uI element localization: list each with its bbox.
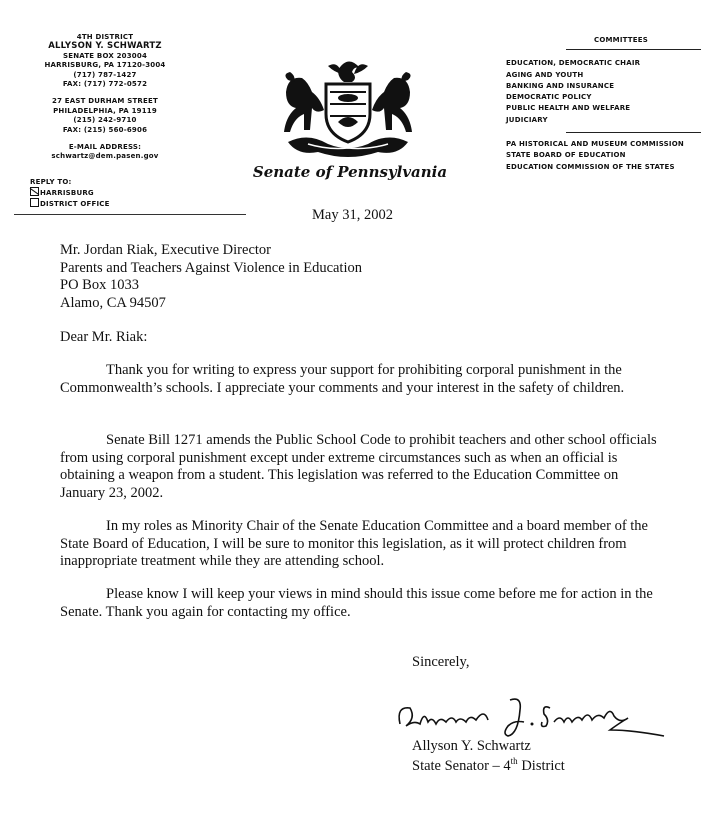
- salutation: Dear Mr. Riak:: [60, 329, 148, 345]
- signer-title: State Senator – 4th District: [412, 756, 565, 774]
- recipient-address: [60, 242, 362, 312]
- body-paragraph: In my roles as Minority Chair of the Senate Education Committee and a board member of the State Board of Education, I will be sure to monitor this legislation, as it will protect children from inappropriate treatment while they are attending school.: [60, 518, 648, 569]
- harrisburg-line: FAX: (717) 772-0572: [62, 80, 148, 89]
- committee-item: EDUCATION, DEMOCRATIC CHAIR: [506, 59, 641, 68]
- committee-item: AGING AND YOUTH: [506, 70, 584, 79]
- signer-name: Allyson Y. Schwartz: [412, 738, 531, 754]
- commission-item: EDUCATION COMMISSION OF THE STATES: [506, 162, 675, 171]
- address-line: PO Box 1033: [60, 277, 139, 293]
- reply-to-label: REPLY TO:: [30, 178, 72, 186]
- reply-to-block: [30, 178, 110, 209]
- committees-title: COMMITTEES: [594, 36, 648, 44]
- senator-contact-block: [10, 33, 200, 162]
- body-paragraph: Please know I will keep your views in mind should this issue come before me for action in the Senate. Thank you again for contacting my office.: [60, 586, 653, 620]
- philadelphia-line: PHILADELPHIA, PA 19119: [53, 106, 157, 115]
- senate-title: Senate of Pennsylvania: [252, 163, 448, 181]
- harrisburg-line: SENATE BOX 203004: [62, 51, 148, 60]
- senator-name: ALLYSON Y. SCHWARTZ: [48, 41, 162, 52]
- address-line: Alamo, CA 94507: [60, 294, 166, 311]
- district-label: 4TH DISTRICT: [76, 33, 134, 41]
- commission-item: PA HISTORICAL AND MUSEUM COMMISSION: [506, 140, 684, 149]
- email-label: E-MAIL ADDRESS:: [68, 143, 142, 152]
- harrisburg-line: (717) 787-1427: [73, 70, 137, 79]
- committees-rule: [566, 132, 701, 133]
- committees-block: [506, 35, 716, 173]
- body-paragraph: Thank you for writing to express your support for prohibiting corporal punishment in the Commonwealth’s schools. I appreciate your comments and your interest in the safety of children.: [60, 362, 625, 396]
- committees-rule: [566, 49, 701, 50]
- letter-date: May 31, 2002: [312, 207, 393, 223]
- committee-item: PUBLIC HEALTH AND WELFARE: [506, 104, 631, 113]
- reply-option-district: DISTRICT OFFICE: [30, 198, 110, 209]
- committee-item: BANKING AND INSURANCE: [506, 81, 615, 90]
- committee-item: JUDICIARY: [506, 115, 548, 124]
- philadelphia-line: 27 EAST DURHAM STREET: [52, 97, 158, 106]
- harrisburg-line: HARRISBURG, PA 17120-3004: [44, 61, 166, 70]
- checked-box-icon: [30, 187, 39, 196]
- email-address: schwartz@dem.pasen.gov: [51, 152, 159, 161]
- pennsylvania-seal-icon: [268, 52, 428, 162]
- body-paragraph: Senate Bill 1271 amends the Public School Code to prohibit teachers and other school officials from using corporal punishment except under extreme circumstances such as when an official is obtaining a weapon from a student. This legislation was referred to the Education Committee on January 23, 2002.: [60, 432, 657, 501]
- commission-item: STATE BOARD OF EDUCATION: [506, 151, 626, 160]
- philadelphia-line: FAX: (215) 560-6906: [62, 125, 148, 134]
- closing: Sincerely,: [412, 654, 470, 670]
- philadelphia-line: (215) 242-9710: [73, 116, 137, 125]
- address-line: Parents and Teachers Against Violence in Education: [60, 259, 362, 276]
- checkbox-icon: [30, 198, 39, 207]
- committee-item: DEMOCRATIC POLICY: [506, 93, 592, 102]
- address-line: Mr. Jordan Riak, Executive Director: [60, 242, 271, 258]
- header-divider: [14, 214, 246, 215]
- reply-option-harrisburg: HARRISBURG: [30, 187, 110, 198]
